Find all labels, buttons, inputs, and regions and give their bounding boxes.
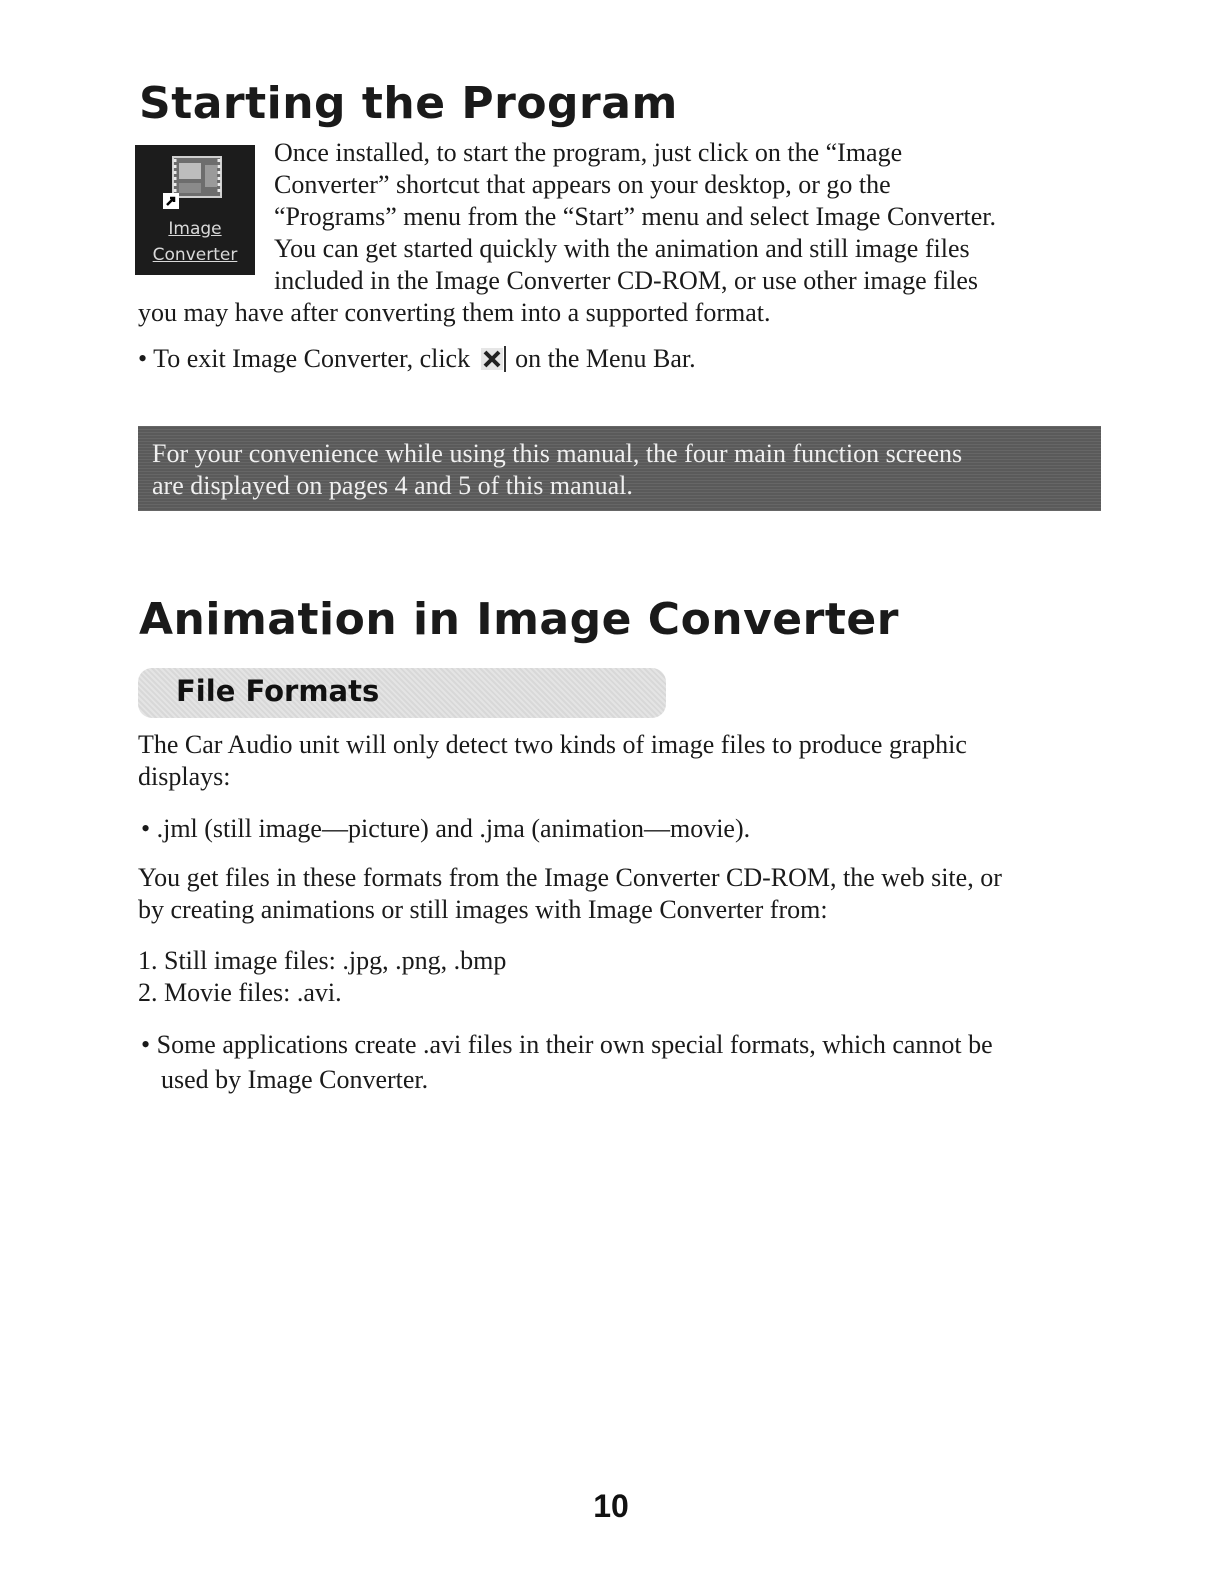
source-list — [138, 945, 506, 1009]
detect-paragraph — [138, 729, 967, 793]
intro-paragraph — [274, 137, 996, 297]
sources-line: by creating animations or still images with Image Converter from: — [138, 895, 828, 924]
detect-line: The Car Audio unit will only detect two kinds of image files to produce graphic — [138, 730, 967, 759]
close-x-icon — [481, 346, 507, 372]
bullet-avi-line: used by Image Converter. — [161, 1065, 429, 1094]
intro-line: included in the Image Converter CD-ROM, or use other image files — [274, 266, 978, 295]
bullet-avi-note — [141, 1027, 993, 1097]
bullet-avi-line: • Some applications create .avi files in their own special formats, which cannot be — [141, 1030, 993, 1059]
subheading-file-formats: File Formats — [176, 674, 380, 708]
convenience-note-banner — [138, 426, 1101, 511]
section-heading-animation: Animation in Image Converter — [139, 594, 899, 645]
intro-line: Once installed, to start the program, just click on the “Image — [274, 138, 903, 167]
intro-line: you may have after converting them into a supported format. — [138, 298, 771, 327]
exit-instruction — [138, 343, 696, 375]
banner-line2: are displayed on pages 4 and 5 of this manual. — [152, 471, 633, 500]
section-heading-starting: Starting the Program — [139, 78, 678, 129]
list-item: 1. Still image files: .jpg, .png, .bmp — [138, 946, 507, 975]
detect-line: displays: — [138, 762, 231, 791]
page-number: 10 — [593, 1488, 629, 1524]
intro-line: Converter” shortcut that appears on your desktop, or go the — [274, 170, 891, 199]
subheading-tab — [138, 668, 666, 718]
image-converter-shortcut-icon[interactable] — [135, 145, 255, 275]
exit-text-after: on the Menu Bar. — [515, 344, 696, 373]
intro-line: “Programs” menu from the “Start” menu and select Image Converter. — [274, 202, 996, 231]
sources-line: You get files in these formats from the Image Converter CD-ROM, the web site, or — [138, 863, 1002, 892]
icon-label-line1: Image — [168, 219, 222, 239]
sources-paragraph — [138, 862, 1002, 926]
intro-paragraph-tail — [138, 297, 770, 329]
exit-text-before: • To exit Image Converter, click — [138, 344, 471, 373]
banner-line1: For your convenience while using this manual, the four main function screens — [152, 439, 963, 468]
film-camera-icon — [157, 153, 233, 213]
icon-label-line2: Converter — [152, 245, 238, 265]
bullet-formats — [141, 813, 750, 845]
bullet-formats-text: • .jml (still image—picture) and .jma (animation—movie). — [141, 814, 751, 843]
list-item: 2. Movie files: .avi. — [138, 978, 342, 1007]
intro-line: You can get started quickly with the animation and still image files — [274, 234, 970, 263]
